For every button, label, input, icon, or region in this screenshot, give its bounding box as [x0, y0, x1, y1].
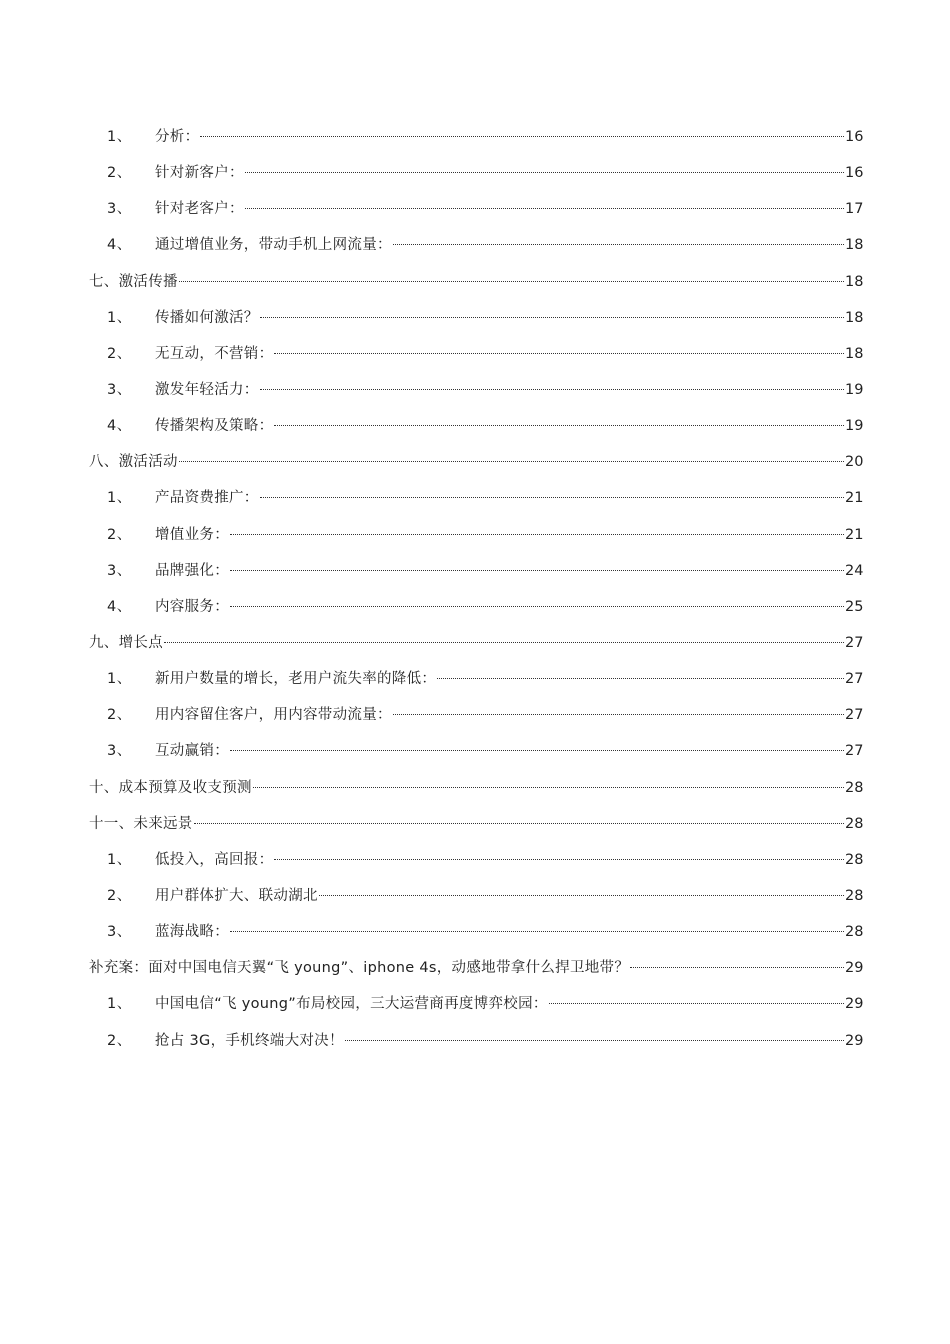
toc-subentry[interactable]	[89, 300, 863, 336]
toc-entry-number: 1、	[107, 671, 132, 688]
dot-leader	[319, 895, 844, 896]
dot-leader	[437, 678, 844, 679]
toc-entry-number: 1、	[107, 309, 132, 326]
toc-subentry[interactable]	[89, 914, 863, 950]
toc-entry[interactable]	[89, 770, 863, 806]
dot-leader	[245, 172, 844, 173]
dot-leader	[200, 136, 844, 137]
toc-page-number: 28	[845, 851, 864, 868]
toc-subentry[interactable]	[89, 733, 863, 769]
toc-entry[interactable]	[89, 806, 863, 842]
dot-leader	[260, 317, 844, 318]
toc-entry-title: 通过增值业务，带动手机上网流量：	[155, 237, 392, 254]
toc-entry-title: 九、增长点	[89, 634, 163, 651]
dot-leader	[194, 823, 844, 824]
toc-entry-number: 2、	[107, 526, 132, 543]
toc-entry-number: 2、	[107, 1032, 132, 1049]
toc-entry-number: 2、	[107, 345, 132, 362]
toc-entry-title: 用内容留住客户，用内容带动流量：	[155, 707, 392, 724]
toc-page-number: 18	[845, 237, 864, 254]
toc-page-number: 18	[845, 309, 864, 326]
dot-leader	[253, 787, 844, 788]
dot-leader	[164, 642, 844, 643]
toc-page-number: 27	[845, 707, 864, 724]
dot-leader	[260, 389, 844, 390]
toc-subentry[interactable]	[89, 1023, 863, 1059]
toc-entry-number: 3、	[107, 743, 132, 760]
toc-page-number: 19	[845, 381, 864, 398]
toc-entry-title: 用户群体扩大、联动湖北	[155, 887, 318, 904]
toc-entry-title: 传播架构及策略：	[155, 418, 274, 435]
toc-entry-title: 低投入，高回报：	[155, 851, 274, 868]
toc-page-number: 27	[845, 671, 864, 688]
toc-subentry[interactable]	[89, 697, 863, 733]
toc-page-number: 16	[845, 129, 864, 145]
toc-subentry[interactable]	[89, 227, 863, 263]
toc-page-number: 18	[845, 345, 864, 362]
toc-entry-title: 内容服务：	[155, 598, 229, 615]
toc-entry-title: 十、成本预算及收支预测	[89, 779, 252, 796]
toc-entry[interactable]	[89, 950, 863, 986]
toc-entry-title: 八、激活活动	[89, 454, 178, 471]
toc-entry-number: 4、	[107, 237, 132, 254]
toc-subentry[interactable]	[89, 480, 863, 516]
toc-entry-number: 2、	[107, 165, 132, 182]
toc-entry-number: 3、	[107, 201, 132, 218]
toc-page-number: 29	[845, 1032, 864, 1049]
toc-subentry[interactable]	[89, 553, 863, 589]
toc-entry-title: 无互动，不营销：	[155, 345, 274, 362]
toc-subentry[interactable]	[89, 842, 863, 878]
toc-page-number: 16	[845, 165, 864, 182]
toc-entry-title: 抢占 3G，手机终端大对决！	[155, 1032, 344, 1049]
dot-leader	[179, 461, 844, 462]
toc-subentry[interactable]	[89, 191, 863, 227]
toc-page-number: 28	[845, 815, 864, 832]
toc-page-number: 25	[845, 598, 864, 615]
toc-entry-title: 十一、未来远景	[89, 815, 193, 832]
toc-page-number: 28	[845, 779, 864, 796]
toc-entry-title: 新用户数量的增长，老用户流失率的降低：	[155, 671, 437, 688]
toc-subentry[interactable]	[89, 517, 863, 553]
toc-page-number: 29	[845, 960, 864, 977]
toc-entry-title: 针对老客户：	[155, 201, 244, 218]
toc-page-number: 19	[845, 418, 864, 435]
dot-leader	[230, 606, 844, 607]
toc-subentry[interactable]	[89, 589, 863, 625]
toc-subentry[interactable]	[89, 336, 863, 372]
toc-subentry[interactable]	[89, 119, 863, 155]
toc-entry-title: 互动赢销：	[155, 743, 229, 760]
toc-subentry[interactable]	[89, 878, 863, 914]
toc-subentry[interactable]	[89, 661, 863, 697]
toc-subentry[interactable]	[89, 155, 863, 191]
toc-entry-title: 补充案：面对中国电信天翼“飞 young”、iphone 4s，动感地带拿什么捍卫地带？	[89, 960, 630, 977]
dot-leader	[230, 750, 844, 751]
toc-page-number: 18	[845, 273, 864, 290]
toc-entry[interactable]	[89, 264, 863, 300]
toc-entry-title: 七、激活传播	[89, 273, 178, 290]
dot-leader	[274, 859, 844, 860]
dot-leader	[274, 425, 844, 426]
toc-entry-title: 分析：	[155, 129, 200, 145]
dot-leader	[179, 281, 844, 282]
dot-leader	[345, 1040, 844, 1041]
dot-leader	[260, 497, 844, 498]
toc-page-number: 28	[845, 887, 864, 904]
dot-leader	[230, 534, 844, 535]
toc-entry-number: 1、	[107, 996, 132, 1013]
toc-page-number: 17	[845, 201, 864, 218]
toc-page-number: 27	[845, 634, 864, 651]
toc-entry-title: 传播如何激活？	[155, 309, 259, 326]
toc-entry-number: 2、	[107, 707, 132, 724]
toc-subentry[interactable]	[89, 408, 863, 444]
dot-leader	[274, 353, 844, 354]
toc-entry-title: 蓝海战略：	[155, 924, 229, 941]
toc-entry-number: 1、	[107, 129, 132, 145]
toc-entry-number: 1、	[107, 851, 132, 868]
toc-subentry[interactable]	[89, 372, 863, 408]
toc-page-number: 21	[845, 490, 864, 507]
dot-leader	[230, 931, 844, 932]
toc-page-number: 21	[845, 526, 864, 543]
toc-entry-number: 4、	[107, 418, 132, 435]
dot-leader	[393, 714, 844, 715]
toc-page-number: 28	[845, 924, 864, 941]
dot-leader	[245, 208, 844, 209]
toc-entry-number: 3、	[107, 924, 132, 941]
toc-page-number: 29	[845, 996, 864, 1013]
toc-entry-title: 针对新客户：	[155, 165, 244, 182]
toc-entry-title: 中国电信“飞 young”布局校园，三大运营商再度博弈校园：	[155, 996, 548, 1013]
dot-leader	[630, 967, 844, 968]
toc-subentry[interactable]	[89, 986, 863, 1022]
toc-entry-title: 品牌强化：	[155, 562, 229, 579]
toc-page-number: 27	[845, 743, 864, 760]
toc-entry[interactable]	[89, 625, 863, 661]
toc-entry-number: 3、	[107, 381, 132, 398]
toc-page-number: 20	[845, 454, 864, 471]
dot-leader	[549, 1003, 844, 1004]
toc-entry-number: 1、	[107, 490, 132, 507]
toc-entry-title: 增值业务：	[155, 526, 229, 543]
toc-page-number: 24	[845, 562, 864, 579]
toc-entry-number: 3、	[107, 562, 132, 579]
toc-entry-title: 产品资费推广：	[155, 490, 259, 507]
dot-leader	[393, 244, 844, 245]
toc-entry-number: 4、	[107, 598, 132, 615]
toc-entry-title: 激发年轻活力：	[155, 381, 259, 398]
dot-leader	[230, 570, 844, 571]
table-of-contents	[89, 119, 863, 1059]
toc-entry[interactable]	[89, 444, 863, 480]
toc-entry-number: 2、	[107, 887, 132, 904]
